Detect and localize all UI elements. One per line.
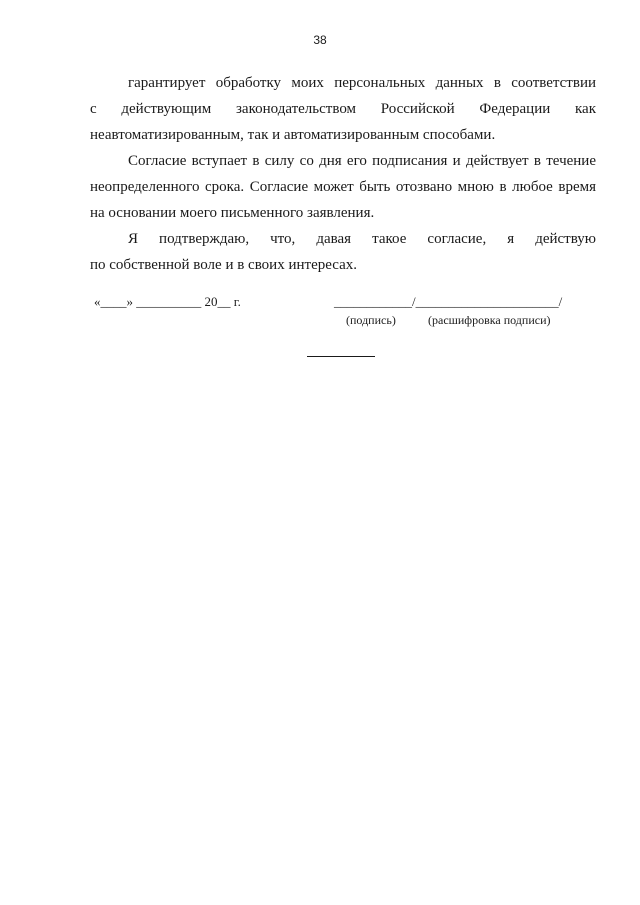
text-line: Я подтверждаю, что, давая такое согласие, я действую bbox=[128, 231, 596, 247]
footer-divider bbox=[307, 356, 375, 357]
text-line: неавтоматизированным, так и автоматизированным способами. bbox=[90, 127, 496, 143]
text-line: с действующим законодательством Российской Федерации как bbox=[90, 101, 596, 117]
signature-line: ____________/______________________/ bbox=[334, 294, 563, 309]
paragraph-consent-validity bbox=[90, 148, 596, 226]
document-body bbox=[90, 70, 596, 278]
page-number: 38 bbox=[313, 33, 327, 47]
paragraph-confirmation bbox=[90, 226, 596, 278]
paragraph-processing-guarantee bbox=[90, 70, 596, 148]
date-line: «____» __________ 20__ г. bbox=[94, 294, 241, 309]
text-line: неопределенного срока. Согласие может быть отозвано мною в любое время bbox=[90, 179, 596, 195]
text-line: Согласие вступает в силу со дня его подписания и действует в течение bbox=[128, 153, 596, 169]
text-line: по собственной воле и в своих интересах. bbox=[90, 257, 358, 273]
signature-caption: (подпись) bbox=[346, 313, 396, 327]
text-line: гарантирует обработку моих персональных данных в соответствии bbox=[128, 75, 596, 91]
text-line: на основании моего письменного заявления. bbox=[90, 205, 375, 221]
decode-caption: (расшифровка подписи) bbox=[428, 313, 551, 327]
